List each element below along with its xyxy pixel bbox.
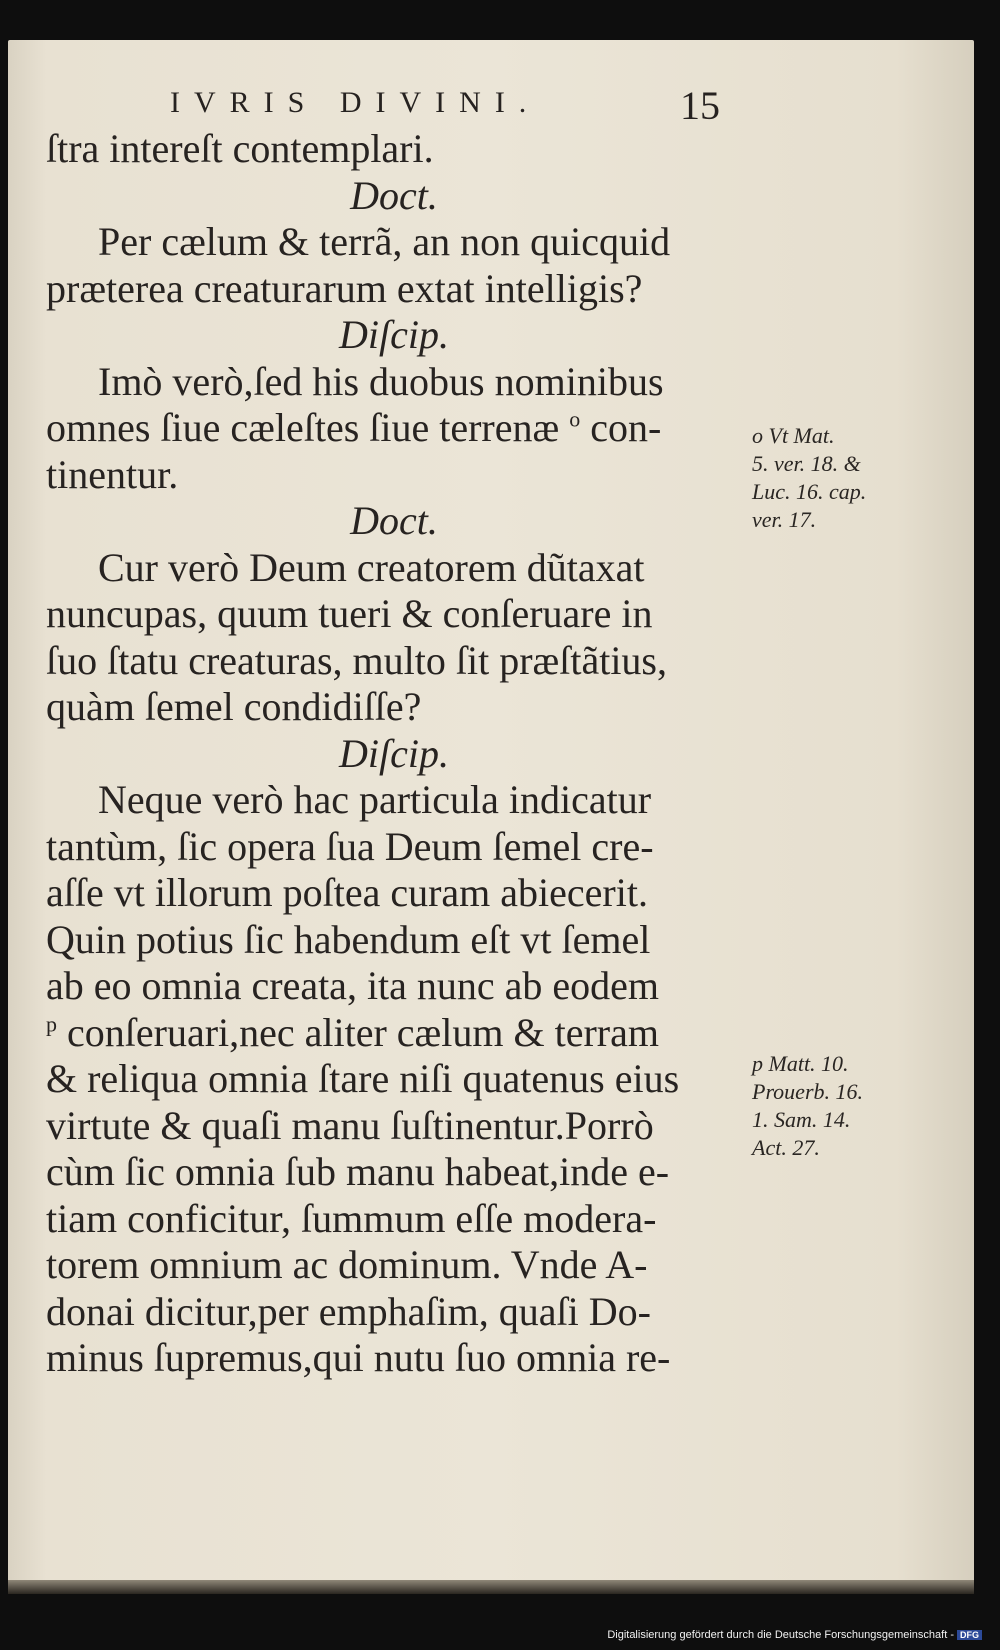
text-line: ab eo omnia creata, ita nunc ab eodem — [46, 963, 660, 1008]
text-line: quàm ſemel condidiſſe? — [46, 684, 422, 729]
text-line: donai dicitur,per emphaſim, quaſi Do- — [46, 1288, 651, 1334]
main-text — [46, 126, 742, 1382]
margin-note-line: Prouerb. 16. — [752, 1079, 864, 1104]
margin-note-line: 1. Sam. 14. — [752, 1107, 851, 1132]
note-marker: p — [46, 1011, 57, 1037]
text-line: Quin potius ſic habendum eſt vt ſemel — [46, 916, 651, 962]
speaker-label: Diſcip. — [339, 730, 449, 776]
text-line: ſuo ſtatu creaturas, multo ſit præſtãtius, — [46, 637, 667, 683]
text-line: Imò verò,ſed his duobus nominibus — [98, 358, 664, 404]
text-line: ſtra intereſt contemplari. — [46, 126, 434, 171]
text-line: Neque verò hac particula indicatur — [98, 777, 652, 822]
text-line: cùm ſic omnia ſub manu habeat,inde e- — [46, 1149, 670, 1194]
margin-note-line: ver. 17. — [752, 507, 817, 532]
margin-note-p — [752, 1050, 863, 1162]
text-line: torem omnium ac dominum. Vnde A- — [46, 1242, 648, 1287]
margin-note-line: o Vt Mat. — [752, 423, 835, 448]
text-line: tiam conficitur, ſummum eſſe modera- — [46, 1195, 657, 1241]
margin-note-line: Act. 27. — [752, 1135, 820, 1160]
credit-text: Digitalisierung gefördert durch die Deutsche Forschungsgemeinschaft - — [607, 1629, 954, 1641]
speaker-label: Diſcip. — [339, 312, 449, 357]
text-line: Per cælum & terrã, an non quicquid — [98, 219, 671, 264]
text-line: tinentur. — [46, 451, 179, 497]
page-number: 15 — [680, 83, 720, 128]
margin-note-line: 5. ver. 18. & — [752, 451, 861, 476]
note-marker: o — [569, 406, 581, 432]
page-edge — [8, 1580, 974, 1594]
speaker-label: Doct. — [350, 498, 438, 543]
speaker-label: Doct. — [350, 172, 438, 218]
text-line: aſſe vt illorum poſtea curam abiecerit. — [46, 870, 648, 915]
text-fragment: conſeruari,nec aliter cælum & terram — [57, 1009, 659, 1055]
text-line: Cur verò Deum creatorem dũtaxat — [98, 544, 645, 590]
margin-note-line: p Matt. 10. — [752, 1051, 849, 1076]
running-title: IVRIS DIVINI. — [170, 86, 541, 119]
margin-note-line: Luc. 16. cap. — [752, 479, 867, 504]
text-line: virtute & quaſi manu ſuſtinentur.Porrò — [46, 1102, 654, 1148]
text-fragment: omnes ſiue cæleſtes ſiue terrenæ — [46, 405, 560, 450]
text-line — [46, 1010, 742, 1057]
text-line: tantùm, ſic opera ſua Deum ſemel cre- — [46, 823, 654, 869]
text-line: nuncupas, quum tueri & conſeruare in — [46, 591, 653, 636]
digitization-credit — [607, 1629, 982, 1641]
text-line: minus ſupremus,qui nutu ſuo omnia re- — [46, 1335, 671, 1380]
text-fragment: con- — [580, 405, 662, 450]
text-line: præterea creaturarum extat intelligis? — [46, 265, 643, 311]
margin-note-o — [752, 422, 866, 534]
text-line — [46, 405, 742, 452]
text-line: & reliqua omnia ſtare niſi quatenus eius — [46, 1056, 680, 1101]
dfg-logo: DFG — [957, 1630, 982, 1640]
